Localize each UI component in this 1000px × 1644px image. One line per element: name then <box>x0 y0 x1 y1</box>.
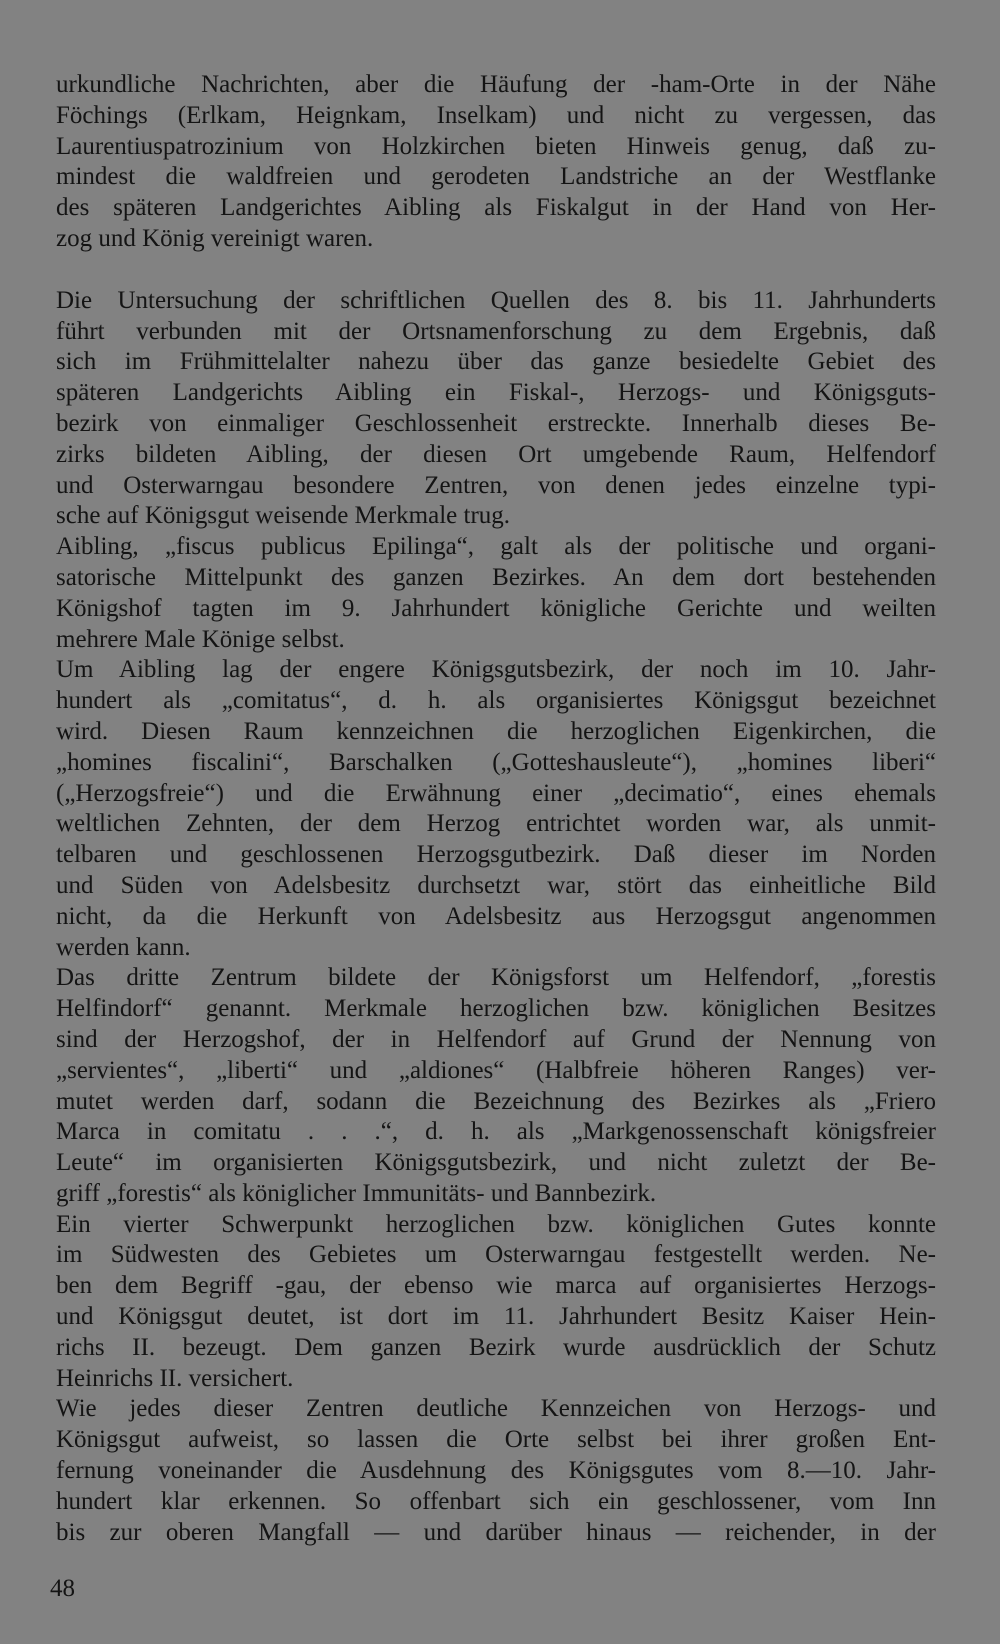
text-line: Um Aibling lag der engere Königsgutsbezirk, der noch im 10. Jahr- <box>56 656 936 684</box>
paragraph <box>56 963 936 1209</box>
text-line: ben dem Begriff -gau, der ebenso wie marca auf organisiertes Herzogs- <box>56 1272 936 1300</box>
text-line: des späteren Landgerichtes Aibling als Fiskalgut in der Hand von Her- <box>56 194 936 222</box>
text-line: bezirk von einmaliger Geschlossenheit erstreckte. Innerhalb dieses Be- <box>56 409 936 437</box>
paragraph <box>56 286 936 532</box>
page-number: 48 <box>50 1575 75 1602</box>
page-body <box>56 70 936 1548</box>
text-line: Das dritte Zentrum bildete der Königsforst um Helfendorf, „forestis <box>56 964 936 992</box>
paragraph <box>56 1394 936 1548</box>
text-line: urkundliche Nachrichten, aber die Häufung der -ham-Orte in der Nähe <box>56 71 936 98</box>
text-line: Aibling, „fiscus publicus Epilinga“, galt als der politische und organi- <box>56 533 936 561</box>
paragraph <box>56 70 936 255</box>
text-line: wird. Diesen Raum kennzeichnen die herzoglichen Eigenkirchen, die <box>56 717 936 745</box>
text-line: („Herzogsfreie“) und die Erwähnung einer „decimatio“, eines ehemals <box>56 779 936 807</box>
text-line: „servientes“, „liberti“ und „aldiones“ (Halbfreie höheren Ranges) ver- <box>56 1056 936 1084</box>
text-line: zirks bildeten Aibling, der diesen Ort umgebende Raum, Helfendorf <box>56 440 936 468</box>
text-line: bis zur oberen Mangfall — und darüber hinaus — reichender, in der <box>56 1518 936 1546</box>
text-line: sche auf Königsgut weisende Merkmale trug. <box>56 502 511 530</box>
text-line: Königshof tagten im 9. Jahrhundert königliche Gerichte und weilten <box>56 594 936 622</box>
text-line: im Südwesten des Gebietes um Osterwarngau festgestellt werden. Ne- <box>56 1241 936 1269</box>
text-line: satorische Mittelpunkt des ganzen Bezirkes. An dem dort bestehenden <box>56 563 936 591</box>
text-line: und Königsgut deutet, ist dort im 11. Jahrhundert Besitz Kaiser Hein- <box>56 1303 936 1331</box>
text-line: Wie jedes dieser Zentren deutliche Kennzeichen von Herzogs- und <box>56 1395 936 1423</box>
text-line: späteren Landgerichts Aibling ein Fiskal-, Herzogs- und Königsguts- <box>56 379 936 407</box>
text-line: Leute“ im organisierten Königsgutsbezirk, und nicht zuletzt der Be- <box>56 1149 936 1177</box>
text-line: führt verbunden mit der Ortsnamenforschung zu dem Ergebnis, daß <box>56 317 936 345</box>
text-line: werden kann. <box>56 933 191 961</box>
paragraph-gap <box>56 255 936 286</box>
text-line: sind der Herzogshof, der in Helfendorf auf Grund der Nennung von <box>56 1025 936 1053</box>
text-line: Heinrichs II. versichert. <box>56 1364 294 1392</box>
text-line: „homines fiscalini“, Barschalken („Gotteshausleute“), „homines liberi“ <box>56 748 936 776</box>
text-line: mindest die waldfreien und gerodeten Landstriche an der Westflanke <box>56 163 936 191</box>
text-line: hundert als „comitatus“, d. h. als organisiertes Königsgut bezeichnet <box>56 687 936 715</box>
text-line: weltlichen Zehnten, der dem Herzog entrichtet worden war, als unmit- <box>56 810 936 838</box>
text-line: griff „forestis“ als königlicher Immunitäts- und Bannbezirk. <box>56 1179 657 1207</box>
paragraph <box>56 532 936 655</box>
text-line: nicht, da die Herkunft von Adelsbesitz aus Herzogsgut angenommen <box>56 902 936 930</box>
text-line: zog und König vereinigt waren. <box>56 224 374 252</box>
text-line: telbaren und geschlossenen Herzogsgutbezirk. Daß dieser im Norden <box>56 841 936 869</box>
text-line: und Osterwarngau besondere Zentren, von denen jedes einzelne typi- <box>56 471 936 499</box>
text-line: Ein vierter Schwerpunkt herzoglichen bzw. königlichen Gutes konnte <box>56 1210 936 1238</box>
text-line: und Süden von Adelsbesitz durchsetzt war, stört das einheitliche Bild <box>56 871 936 899</box>
text-line: fernung voneinander die Ausdehnung des Königsgutes vom 8.—10. Jahr- <box>56 1457 936 1485</box>
text-line: mehrere Male Könige selbst. <box>56 625 345 653</box>
text-line: sich im Frühmittelalter nahezu über das ganze besiedelte Gebiet des <box>56 348 936 376</box>
text-line: richs II. bezeugt. Dem ganzen Bezirk wurde ausdrücklich der Schutz <box>56 1333 936 1361</box>
text-line: Laurentiuspatrozinium von Holzkirchen bieten Hinweis genug, daß zu- <box>56 132 936 160</box>
text-line: Helfindorf“ genannt. Merkmale herzoglichen bzw. königlichen Besitzes <box>56 995 936 1023</box>
paragraph <box>56 655 936 963</box>
paragraph <box>56 1210 936 1395</box>
text-line: Königsgut aufweist, so lassen die Orte selbst bei ihrer großen Ent- <box>56 1426 936 1454</box>
text-line: Die Untersuchung der schriftlichen Quellen des 8. bis 11. Jahrhunderts <box>56 286 936 314</box>
text-line: mutet werden darf, sodann die Bezeichnung des Bezirkes als „Friero <box>56 1087 936 1115</box>
text-line: hundert klar erkennen. So offenbart sich ein geschlossener, vom Inn <box>56 1487 936 1515</box>
text-line: Marca in comitatu . . .“, d. h. als „Markgenossenschaft königsfreier <box>56 1118 936 1146</box>
text-line: Föchings (Erlkam, Heignkam, Inselkam) und nicht zu vergessen, das <box>56 101 936 129</box>
